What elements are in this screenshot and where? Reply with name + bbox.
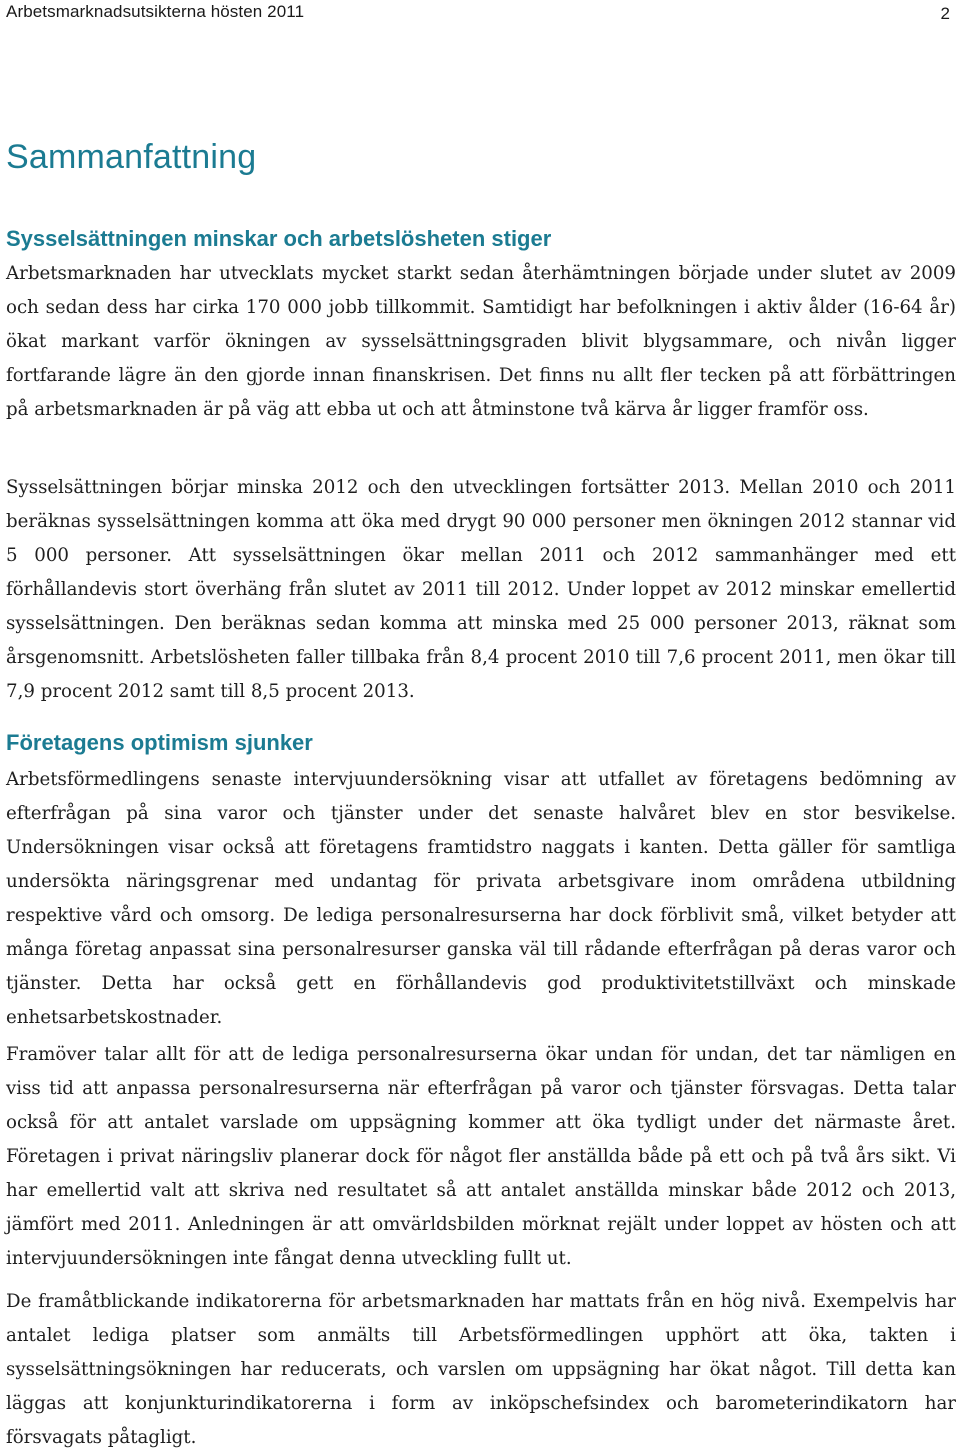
paragraph: Framöver talar allt för att de lediga personalresurserna ökar undan för undan, det tar nämligen en viss tid att anpassa personalresurserna när efterfrågan på varor och tjänster försvagas. Detta talar också för att antalet varslade om uppsägning kommer att öka tydligt under det närmaste året. Företagen i privat näringsliv planerar dock för något fler anställda både på ett och på två års sikt. Vi har emellertid valt att skriva ned resultatet så att antalet anställda minskar både 2012 och 2013, jämfört med 2011. Anledningen är att omvärldsbilden mörknat rejält under loppet av hösten och att intervjuundersökningen inte fångat denna utveckling fullt ut. (6, 1044, 956, 1269)
section-heading: Företagens optimism sjunker (6, 730, 313, 755)
paragraph: Sysselsättningen börjar minska 2012 och den utvecklingen fortsätter 2013. Mellan 2010 och 2011 beräknas sysselsättningen komma att öka med drygt 90 000 personer men ökningen 2012 stannar vid 5 000 personer. Att sysselsättningen ökar mellan 2011 och 2012 sammanhänger med ett förhållandevis stort överhäng från slutet av 2011 till 2012. Under loppet av 2012 minskar emellertid sysselsättningen. Den beräknas sedan komma att minska med 25 000 personer 2013, räknat som årsgenomsnitt. Arbetslösheten faller tillbaka från 8,4 procent 2010 till 7,6 procent 2011, men ökar till 7,9 procent 2012 samt till 8,5 procent 2013. (6, 477, 956, 702)
paragraph: De framåtblickande indikatorerna för arbetsmarknaden har mattats från en hög nivå. Exempelvis har antalet lediga platser som anmälts till Arbetsförmedlingen upphört att öka, takten i sysselsättningsökningen har reducerats, och varslen om uppsägning har ökat något. Till detta kan läggas att konjunkturindikatorerna i form av inköpschefsindex och barometerindikatorn har försvagats påtagligt. (6, 1291, 956, 1448)
paragraph: Arbetsförmedlingens senaste intervjuundersökning visar att utfallet av företagens bedömning av efterfrågan på sina varor och tjänster under det senaste halvåret blev en stor besvikelse. Undersökningen visar också att företagens framtidstro naggats i kanten. Detta gäller för samtliga undersökta näringsgrenar med undantag för privata arbetsgivare inom områdena utbildning respektive vård och omsorg. De lediga personalresurserna har dock förblivit små, vilket betyder att många företag anpassat sina personalresurser ganska väl till rådande efterfrågan på deras varor och tjänster. Detta har också gett en förhållandevis god produktivitetstillväxt och minskade enhetsarbetskostnader. (6, 769, 956, 1028)
paragraph: Arbetsmarknaden har utvecklats mycket starkt sedan återhämtningen började under slutet av 2009 och sedan dess har cirka 170 000 jobb tillkommit. Samtidigt har befolkningen i aktiv ålder (16-64 år) ökat markant varför ökningen av sysselsättningsgraden blivit blygsammare, och nivån ligger fortfarande lägre än den gjorde innan finanskrisen. Det finns nu allt fler tecken på att förbättringen på arbetsmarknaden är på väg att ebba ut och att åtminstone två kärva år ligger framför oss. (6, 263, 956, 420)
page-title: Sammanfattning (6, 138, 257, 176)
running-header: Arbetsmarknadsutsikterna hösten 2011 (6, 2, 305, 21)
section-heading: Sysselsättningen minskar och arbetslösheten stiger (6, 226, 552, 251)
page-number: 2 (940, 4, 950, 23)
